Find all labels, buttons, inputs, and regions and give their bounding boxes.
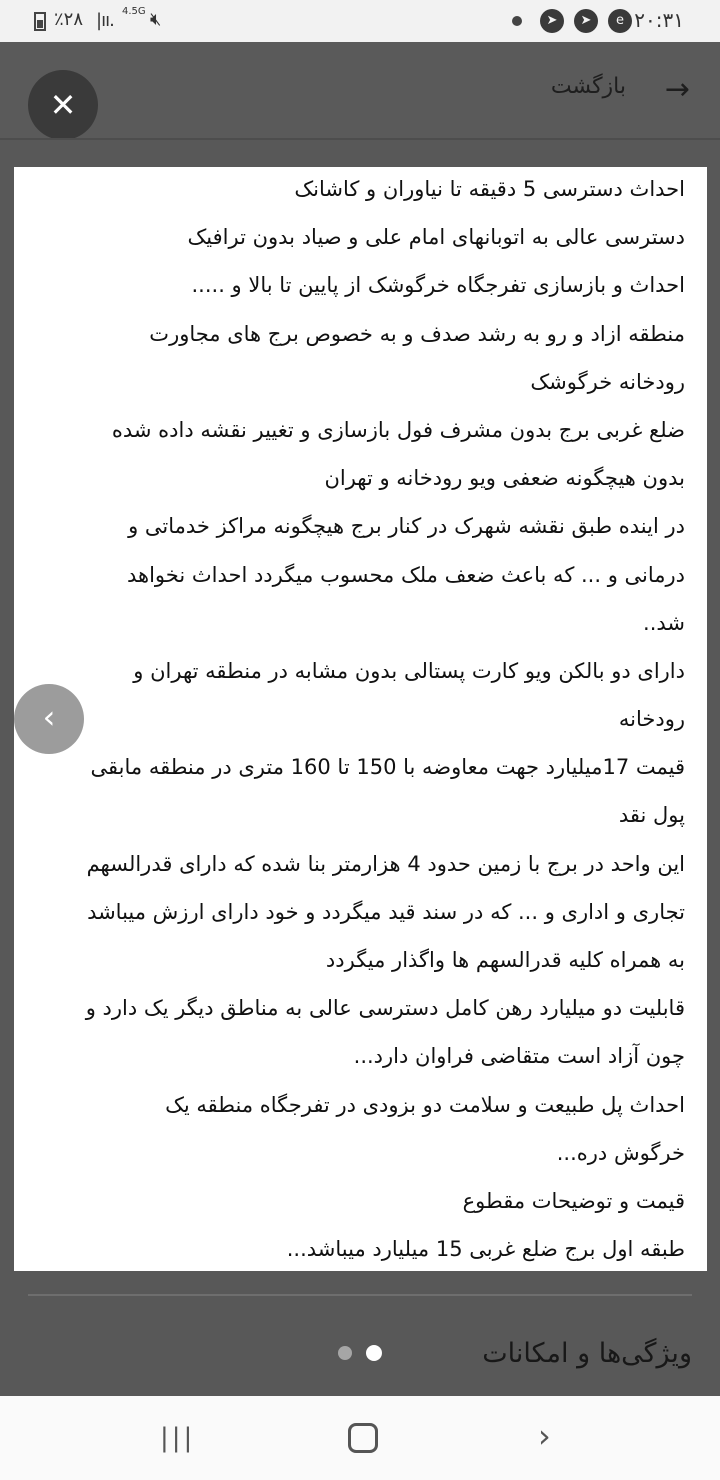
clock: ۲۰:۳۱ (634, 8, 684, 32)
close-button[interactable] (28, 70, 98, 140)
close-icon: ✕ (49, 86, 77, 124)
description-line: شد.. (643, 610, 685, 635)
description-line: احداث و بازسازی تفرجگاه خرگوشک از پایین تا بالا و ..... (191, 273, 685, 298)
section-title: ویژگی‌ها و امکانات (482, 1338, 692, 1369)
telegram-icon: ➤ (540, 9, 564, 33)
previous-image-button[interactable] (14, 684, 84, 754)
description-line: پول نقد (618, 803, 685, 828)
system-nav-bar (0, 1396, 720, 1480)
description-line: دارای دو بالکن ویو کارت پستالی بدون مشابه در منطقه تهران و (133, 658, 685, 683)
back-arrow-icon[interactable]: → (664, 72, 690, 107)
description-line: این واحد در برج با زمین حدود 4 هزارمتر بنا شده که دارای قدرالسهم (86, 851, 685, 876)
description-line: طبقه اول برج ضلع غربی 15 میلیارد میباشد... (286, 1237, 685, 1262)
pager-dot-active[interactable] (366, 1345, 382, 1361)
description-line: بدون هیچگونه ضعفی ویو رودخانه و تهران (324, 466, 685, 491)
description-line: رودخانه (618, 707, 685, 732)
home-button[interactable] (348, 1423, 378, 1453)
description-line: در اینده طبق نقشه شهرک در کنار برج هیچگونه مراکز خدماتی و (128, 514, 685, 539)
description-line: چون آزاد است متقاضی فراوان دارد... (353, 1044, 685, 1069)
description-line: تجاری و اداری و ... که در سند قید میگردد و خود دارای ارزش میباشد (87, 899, 685, 924)
description-line: منطقه ازاد و رو به رشد صدف و به خصوص برج های مجاورت (149, 321, 685, 346)
description-line: احداث پل طبیعت و سلامت دو بزودی در تفرجگاه منطقه یک (165, 1092, 685, 1117)
network-type: 4.5G (122, 6, 146, 17)
back-button[interactable]: بازگشت (550, 74, 626, 99)
description-line: قابلیت دو میلیارد رهن کامل دسترسی عالی به مناطق دیگر یک دارد و (85, 996, 685, 1021)
edge-icon: e (608, 9, 632, 33)
recents-button[interactable]: ||| (160, 1423, 196, 1453)
description-line: احداث دسترسی 5 دقیقه تا نیاوران و کاشانک (294, 177, 685, 201)
top-bar (0, 42, 720, 140)
telegram-icon: ➤ (574, 9, 598, 33)
divider (0, 138, 720, 140)
description-line: رودخانه خرگوشک (530, 369, 685, 394)
mute-icon: 🔇︎ (150, 9, 162, 30)
description-line: درمانی و ... که باعث ضعف ملک محسوب میگردد احداث نخواهد (126, 562, 685, 587)
battery-percent: ٪۲۸ (54, 9, 84, 30)
description-text (14, 167, 707, 1271)
section-divider (28, 1294, 692, 1296)
signal-icon: |ıı. (96, 10, 114, 31)
status-bar (0, 0, 720, 42)
battery-icon (34, 12, 46, 31)
chevron-left-icon: ‹ (42, 698, 56, 736)
description-line: قیمت و توضیحات مقطوع (462, 1188, 685, 1213)
description-line: دسترسی عالی به اتوبانهای امام علی و صیاد بدون ترافیک (187, 225, 685, 250)
description-line: قیمت 17میلیارد جهت معاوضه با 150 تا 160 متری در منطقه مابقی (90, 755, 685, 780)
notification-dot-icon (512, 16, 522, 26)
description-panel[interactable] (14, 167, 707, 1271)
pager-dot-inactive[interactable] (338, 1346, 352, 1360)
nav-back-button[interactable]: › (538, 1417, 551, 1455)
description-line: به همراه کلیه قدرالسهم ها واگذار میگردد (325, 948, 685, 972)
description-line: خرگوش دره... (556, 1140, 685, 1165)
description-line: ضلع غربی برج بدون مشرف فول بازسازی و تغییر نقشه داده شده (111, 417, 685, 442)
